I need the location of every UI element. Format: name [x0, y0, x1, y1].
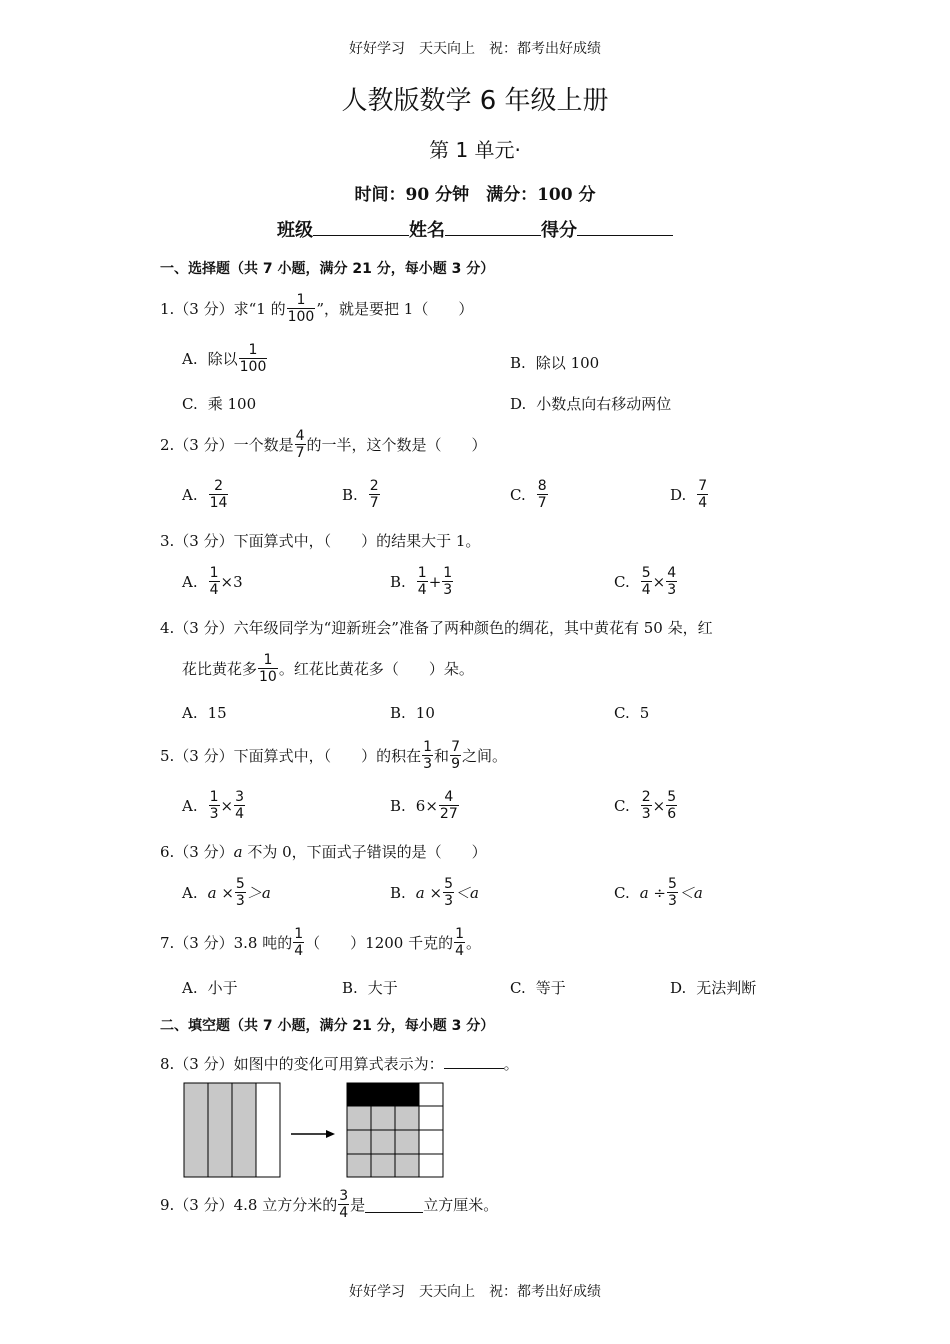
score-label: 得分 [541, 220, 577, 241]
q2-option-b[interactable]: B. $\frac{2}{7}$ [342, 478, 379, 511]
q5-option-b[interactable]: B. 6× $\frac{4}{27}$ [390, 789, 458, 822]
q8-left-rectangle [184, 1083, 280, 1177]
q5-option-c[interactable]: C. $\frac{2}{3}$ × $\frac{5}{6}$ [614, 789, 677, 822]
unit-title: 第 1 单元· [429, 138, 521, 162]
q1-stem-pre: 1.（3 分）求“1 的 [160, 300, 286, 318]
class-label: 班级 [277, 220, 313, 241]
q4-option-a[interactable]: A. 15 [182, 704, 227, 722]
q4-option-b[interactable]: B. 10 [390, 704, 435, 722]
class-blank[interactable] [313, 235, 409, 236]
question-3: 3.（3 分）下面算式中，（ ）的结果大于 1。 [160, 532, 481, 550]
q3-option-c[interactable]: C. $\frac{5}{4}$ × $\frac{4}{3}$ [614, 565, 677, 598]
time-info: 时间：90 分钟 满分：100 分 [354, 185, 596, 205]
q7-option-c[interactable]: C. 等于 [510, 978, 566, 997]
name-blank[interactable] [445, 235, 541, 236]
q7-option-d[interactable]: D. 无法判断 [670, 978, 757, 997]
name-label: 姓名 [409, 220, 445, 241]
q1-option-d[interactable]: D. 小数点向右移动两位 [510, 394, 672, 413]
page-title: 人教版数学 6 年级上册 [341, 86, 609, 116]
question-6: 6.（3 分）a 不为 0，下面式子错误的是（ ） [160, 843, 487, 861]
question-8: 8.（3 分）如图中的变化可用算式表示为： 。 [160, 1055, 519, 1073]
q7-option-b[interactable]: B. 大于 [342, 978, 398, 997]
q1-fraction: $\frac{1}{100}$ [287, 292, 315, 325]
question-4-line2: 花比黄花多 $\frac{1}{10}$ 。红花比黄花多（ ）朵。 [182, 652, 474, 685]
section-1-heading: 一、选择题（共 7 小题，满分 21 分，每小题 3 分） [160, 261, 495, 277]
question-2: 2.（3 分）一个数是 $\frac{4}{7}$ 的一半，这个数是（ ） [160, 428, 487, 461]
q8-right-grid [347, 1083, 443, 1177]
q2-option-d[interactable]: D. $\frac{7}{4}$ [670, 478, 708, 511]
page-footer: 好好学习 天天向上 祝：都考出好成绩 [349, 1284, 601, 1300]
q1-option-a[interactable]: A. 除以 $\frac{1}{100}$ [182, 342, 267, 375]
question-4-line1: 4.（3 分）六年级同学为“迎新班会”准备了两种颜色的绸花，其中黄花有 50 朵，红 [160, 619, 713, 637]
q9-answer-blank[interactable] [365, 1196, 423, 1213]
q2-option-c[interactable]: C. $\frac{8}{7}$ [510, 478, 547, 511]
page-header: 好好学习 天天向上 祝：都考出好成绩 [349, 41, 601, 57]
q5-option-a[interactable]: A. $\frac{1}{3}$ × $\frac{3}{4}$ [182, 789, 245, 822]
q1-stem-post: ”，就是要把 1（ ） [316, 300, 474, 318]
q6-option-c[interactable]: C. a ÷ $\frac{5}{3}$ ＜a [614, 876, 703, 909]
q6-option-b[interactable]: B. a × $\frac{5}{3}$ ＜a [390, 876, 479, 909]
q1-option-c[interactable]: C. 乘 100 [182, 394, 257, 413]
info-fields [0, 216, 950, 242]
question-7: 7.（3 分）3.8 吨的 $\frac{1}{4}$ （ ）1200 千克的 $\frac{1}{4}$ 。 [160, 926, 482, 959]
q6-option-a[interactable]: A. a × $\frac{5}{3}$ ＞a [182, 876, 271, 909]
q2-option-a[interactable]: A. $\frac{2}{14}$ [182, 478, 228, 511]
question-5: 5.（3 分）下面算式中，（ ）的积在 $\frac{1}{3}$ 和 $\frac{7}{9}$ 之间。 [160, 739, 507, 772]
score-blank[interactable] [577, 235, 673, 236]
q7-option-a[interactable]: A. 小于 [182, 978, 238, 997]
q3-option-a[interactable]: A. $\frac{1}{4}$ ×3 [182, 565, 243, 598]
arrow-icon [291, 1130, 335, 1138]
q1-option-b[interactable]: B. 除以 100 [510, 353, 600, 372]
q4-option-c[interactable]: C. 5 [614, 704, 650, 722]
q8-answer-blank[interactable] [444, 1068, 504, 1069]
question-1 [160, 292, 473, 325]
q3-option-b[interactable]: B. $\frac{1}{4}$ + $\frac{1}{3}$ [390, 565, 453, 598]
question-9: 9.（3 分）4.8 立方分米的 $\frac{3}{4}$ 是 立方厘米。 [160, 1188, 499, 1221]
q8-figure [183, 1082, 445, 1178]
section-2-heading: 二、填空题（共 7 小题，满分 21 分，每小题 3 分） [160, 1018, 495, 1034]
